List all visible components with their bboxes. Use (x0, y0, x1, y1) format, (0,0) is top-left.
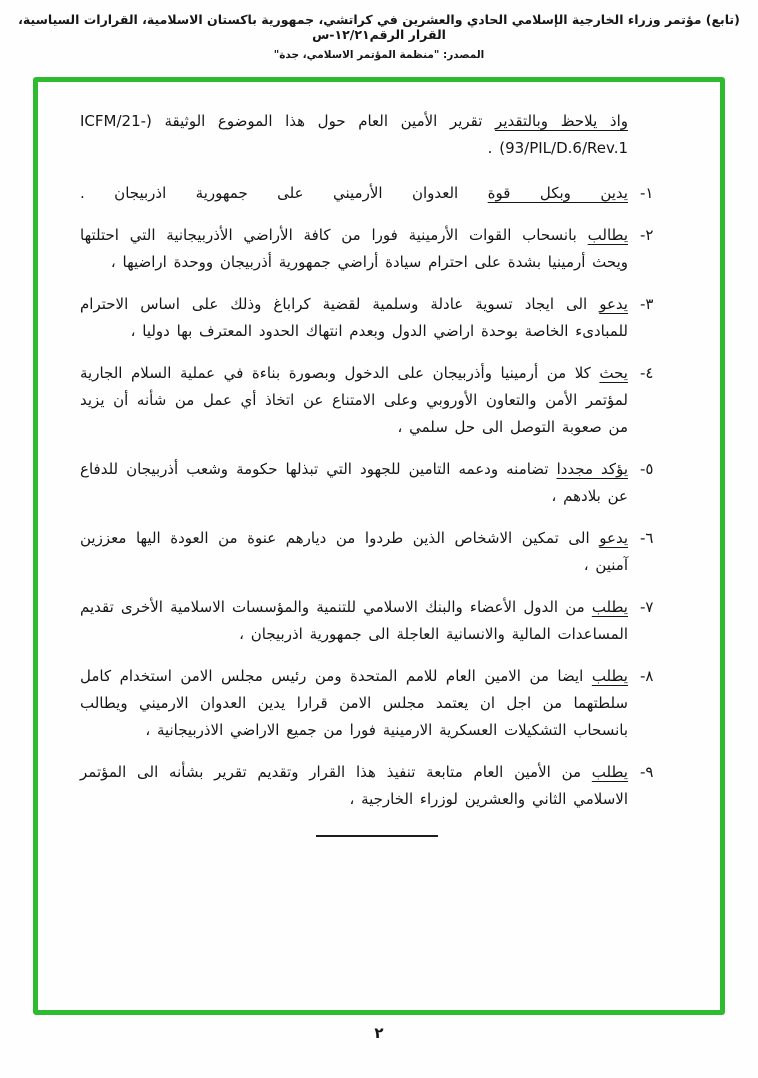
item-lead: يطلب (591, 763, 628, 781)
end-rule (316, 835, 438, 837)
item-number: ٤- (640, 364, 654, 382)
item-text (80, 525, 628, 579)
item-row (80, 594, 674, 648)
intro-rest: تقرير الأمين العام حول هذا الموضوع الوثيقة (ICFM/21-93/PIL/D.6/Rev.1) . (80, 112, 628, 157)
item-text (80, 180, 628, 207)
item-rest: الى ايجاد تسوية عادلة وسلمية لقضية كراباغ وذلك على اساس الاحترام للمبادىء الخاصة بوحدة اراضي الدول وبعدم انتهاك الحدود المعترف بها دوليا ، (80, 295, 628, 340)
item-row (80, 291, 674, 345)
item-text (80, 759, 628, 813)
item-text (80, 594, 628, 648)
item-rest: من الدول الأعضاء والبنك الاسلامي للتنمية والمؤسسات الاسلامية الأخرى تقديم المساعدات المالية والانسانية العاجلة الى جمهورية اذربيجان ، (80, 598, 628, 643)
item-rest: العدوان الأرميني على جمهورية اذربيجان . (80, 184, 459, 202)
item-lead: يدين وبكل قوة (487, 184, 628, 202)
header-title-line: (تابع) مؤتمر وزراء الخارجية الإسلامي الحادي والعشرين في كراتشي، جمهورية باكستان الاسلامية، القرارات السياسية، القرار الرقم١٢/٢١-س (18, 12, 740, 42)
item-number: ٢- (640, 226, 654, 244)
item-rest: كلا من أرمينيا وأذربيجان على الدخول وبصورة بناءة في عملية السلام الجارية لمؤتمر الأمن والتعاون الأوروبي وعلى الامتناع عن اتخاذ أي عمل من شأنه أن يزيد من صعوبة التوصل الى حل سلمي ، (80, 364, 628, 436)
item-row (80, 180, 674, 207)
item-text (80, 291, 628, 345)
item-lead: يطلب (591, 667, 628, 685)
item-number: ٨- (640, 667, 654, 685)
item-lead: يؤكد مجددا (556, 460, 628, 478)
item-row (80, 222, 674, 276)
item-number: ٥- (640, 460, 654, 478)
item-text (80, 663, 628, 744)
item-number: ٦- (640, 529, 654, 547)
item-rest: تضامنه ودعمه التامين للجهود التي تبذلها حكومة وشعب أذربيجان للدفاع عن بلادهم ، (80, 460, 628, 505)
item-lead: يطلب (591, 598, 628, 616)
item-row (80, 663, 674, 744)
item-text (80, 360, 628, 441)
items-list (80, 180, 674, 813)
intro-lead: واذ يلاحظ وبالتقدير (495, 112, 628, 130)
item-row (80, 456, 674, 510)
item-row (80, 759, 674, 813)
item-number: ١- (640, 184, 654, 202)
item-number: ٧- (640, 598, 654, 616)
item-rest: الى تمكين الاشخاص الذين طردوا من ديارهم عنوة من العودة اليها معززين آمنين ، (80, 529, 628, 574)
header-source-line: المصدر: "منظمة المؤتمر الاسلامي، جدة" (273, 49, 485, 61)
item-lead: يطالب (587, 226, 628, 244)
item-text (80, 456, 628, 510)
document-header (0, 0, 758, 61)
item-rest: ايضا من الامين العام للامم المتحدة ومن رئيس مجلس الامن استخدام كامل سلطتهما من اجل ان يعتمد مجلس الامن قرارا يدين العدوان الارميني ويطالب بانسحاب التشكيلات العسكرية الارمينية فورا من جميع الاراضي الاذربيجانية ، (80, 667, 628, 739)
item-lead: يحث (599, 364, 628, 382)
item-row (80, 525, 674, 579)
page-number: ٢ (374, 1024, 384, 1042)
item-number: ٣- (640, 295, 654, 313)
item-text (80, 222, 628, 276)
item-number: ٩- (640, 763, 654, 781)
document-frame (33, 77, 725, 1015)
item-rest: من الأمين العام متابعة تنفيذ هذا القرار وتقديم تقرير بشأنه الى المؤتمر الاسلامي الثاني والعشرين لوزراء الخارجية ، (80, 763, 628, 808)
item-rest: بانسحاب القوات الأرمينية فورا من كافة الأراضي الأذربيجانية التي احتلتها ويحث أرمينيا بشدة على احترام سيادة أراضي جمهورية أذربيجان ووحدة اراضيها ، (80, 226, 628, 271)
item-lead: يدعو (599, 529, 628, 547)
intro-paragraph (80, 108, 628, 162)
item-row (80, 360, 674, 441)
item-lead: يدعو (599, 295, 628, 313)
